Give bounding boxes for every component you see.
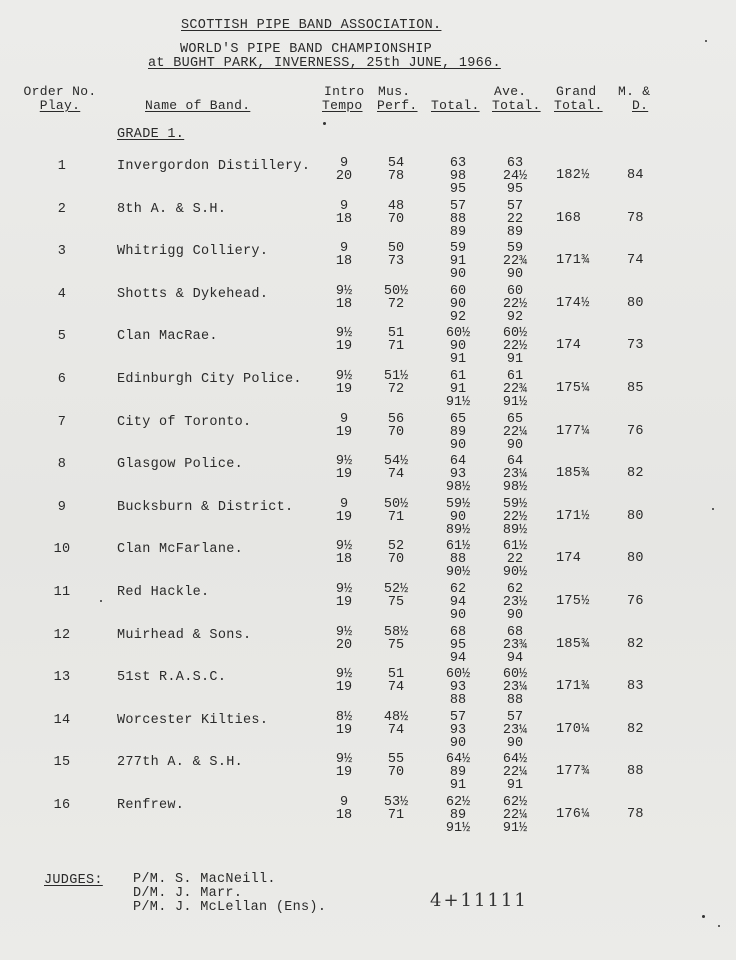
total-line-3: 91½ (445, 821, 471, 836)
ave-line-1: 57 (506, 198, 524, 214)
order-number: 13 (53, 670, 71, 686)
grand-total: 185¾ (556, 636, 590, 652)
total-line-1: 68 (449, 624, 467, 640)
ave-line-2: 22¼ (502, 808, 528, 823)
band-name: Edinburgh City Police. (117, 372, 302, 387)
grand-total: 174 (556, 338, 582, 354)
ave-line-2: 22½ (502, 296, 528, 312)
grand-total: 185¾ (556, 466, 590, 482)
paper-speck (702, 915, 705, 918)
ave-line-3: 94 (506, 650, 524, 666)
perf-score-2: 72 (387, 382, 405, 397)
band-name: Clan McFarlane. (117, 542, 244, 558)
mus-score-1: 48 (387, 198, 405, 214)
md-score: 88 (627, 764, 644, 780)
ave-line-1: 64 (506, 454, 524, 470)
ave-line-1: 64½ (502, 752, 528, 768)
perf-score-2: 75 (387, 637, 405, 653)
ave-line-3: 91 (506, 778, 524, 794)
tempo-score-2: 18 (335, 552, 353, 568)
mus-score-1: 48½ (383, 709, 409, 725)
tempo-score-2: 18 (335, 808, 353, 823)
perf-score-2: 74 (387, 722, 405, 738)
ave-line-1: 62½ (502, 795, 528, 810)
ave-line-1: 62 (506, 582, 524, 597)
intro-score-1: 8½ (335, 709, 353, 725)
total-line-3: 95 (449, 182, 467, 197)
intro-score-1: 9½ (335, 283, 353, 299)
ave-line-3: 91 (506, 352, 524, 368)
col-total: Total. (431, 98, 480, 113)
grand-total: 176¼ (556, 807, 590, 822)
intro-score-1: 9½ (335, 326, 353, 342)
total-line-2: 91 (449, 382, 467, 397)
ave-line-1: 60½ (502, 326, 528, 342)
md-score: 84 (627, 168, 644, 183)
total-line-3: 90 (449, 608, 467, 623)
total-line-2: 91 (449, 254, 467, 270)
perf-score-2: 73 (387, 254, 405, 270)
grand-total: 168 (556, 210, 582, 226)
perf-score-2: 75 (387, 595, 405, 610)
mus-score-1: 54½ (383, 454, 409, 470)
intro-score-1: 9 (339, 411, 349, 427)
band-name: 8th A. & S.H. (117, 201, 227, 217)
intro-score-1: 9 (339, 795, 349, 810)
md-score: 78 (627, 210, 644, 226)
mus-score-1: 51 (387, 326, 405, 342)
ave-line-2: 23¼ (502, 722, 528, 738)
band-name: Red Hackle. (117, 585, 210, 600)
order-number: 14 (53, 712, 71, 728)
intro-score-1: 9½ (335, 454, 353, 470)
grand-total: 171¾ (556, 253, 590, 269)
total-line-3: 91 (449, 352, 467, 368)
total-line-3: 88 (449, 693, 467, 709)
order-number: 6 (57, 372, 67, 387)
order-number: 16 (53, 798, 71, 813)
perf-score-2: 74 (387, 680, 405, 696)
col-md-line2: D. (632, 98, 649, 113)
total-line-2: 94 (449, 595, 467, 610)
grand-total: 170¼ (556, 721, 590, 737)
tempo-score-2: 19 (335, 467, 353, 483)
total-line-2: 88 (449, 211, 467, 227)
ave-line-2: 22 (506, 552, 524, 568)
band-name: Bucksburn & District. (117, 499, 294, 515)
band-name: Worcester Kilties. (117, 712, 269, 728)
tempo-score-2: 18 (335, 254, 353, 270)
col-mus-line1: Mus. (378, 84, 411, 99)
order-number: 5 (57, 329, 67, 345)
ave-line-3: 90 (506, 267, 524, 283)
total-line-2: 98 (449, 169, 467, 184)
band-name: Clan MacRae. (117, 329, 218, 345)
intro-score-1: 9 (339, 496, 349, 512)
total-line-1: 62½ (445, 795, 471, 810)
order-number: 12 (53, 627, 71, 643)
venue-line: at BUGHT PARK, INVERNESS, 25th JUNE, 1966. (148, 56, 501, 71)
total-line-1: 61 (449, 369, 467, 384)
mus-score-1: 52½ (383, 582, 409, 597)
intro-score-1: 9 (339, 241, 349, 257)
intro-score-1: 9 (339, 198, 349, 214)
ave-line-3: 98½ (502, 480, 528, 496)
col-grand-line1: Grand (556, 84, 597, 99)
ave-line-1: 68 (506, 624, 524, 640)
order-number: 8 (57, 457, 67, 473)
total-line-1: 64½ (445, 752, 471, 768)
ave-line-2: 22¾ (502, 254, 528, 270)
ink-dot (323, 122, 326, 125)
perf-score-2: 74 (387, 467, 405, 483)
ave-line-3: 90 (506, 735, 524, 751)
perf-score-2: 70 (387, 552, 405, 568)
total-line-1: 61½ (445, 539, 471, 555)
total-line-3: 90½ (445, 565, 471, 581)
col-name: Name of Band. (145, 98, 251, 113)
table-row (0, 796, 736, 856)
total-line-2: 90 (449, 296, 467, 312)
col-ave-line2: Total. (492, 98, 541, 113)
band-name: Renfrew. (117, 798, 185, 813)
perf-score-2: 70 (387, 211, 405, 227)
perf-score-2: 78 (387, 169, 405, 184)
total-line-1: 59½ (445, 496, 471, 512)
ave-line-3: 95 (506, 182, 524, 197)
total-line-3: 89 (449, 224, 467, 240)
total-line-3: 91½ (445, 395, 471, 410)
md-score: 82 (627, 466, 644, 482)
ave-line-2: 22¼ (502, 424, 528, 440)
mus-score-1: 51 (387, 667, 405, 683)
total-line-2: 93 (449, 680, 467, 696)
tempo-score-2: 19 (335, 382, 353, 397)
order-number: 1 (57, 159, 67, 174)
perf-score-2: 71 (387, 339, 405, 355)
col-intro-line2: Tempo (322, 98, 363, 113)
ave-line-3: 91½ (502, 821, 528, 836)
intro-score-1: 9½ (335, 624, 353, 640)
ave-line-3: 88 (506, 693, 524, 709)
total-line-2: 89 (449, 808, 467, 823)
mus-score-1: 53½ (383, 795, 409, 810)
col-grand-line2: Total. (554, 98, 603, 113)
col-ave-line1: Ave. (494, 84, 527, 99)
total-line-1: 65 (449, 411, 467, 427)
ave-line-1: 61 (506, 369, 524, 384)
ave-line-1: 63 (506, 156, 524, 171)
order-number: 3 (57, 244, 67, 260)
order-number: 15 (53, 755, 71, 771)
total-line-1: 63 (449, 156, 467, 171)
col-mus-line2: Perf. (377, 98, 418, 113)
grand-total: 177¼ (556, 423, 590, 439)
paper-speck (712, 508, 714, 510)
band-name: 277th A. & S.H. (117, 755, 244, 771)
order-number: 2 (57, 201, 67, 217)
ave-line-2: 23½ (502, 595, 528, 610)
handwritten-tally-mark: 4+11111 (430, 890, 528, 911)
intro-score-1: 9½ (335, 539, 353, 555)
mus-score-1: 58½ (383, 624, 409, 640)
ave-line-2: 22¼ (502, 765, 528, 781)
perf-score-2: 72 (387, 296, 405, 312)
order-number: 7 (57, 414, 67, 430)
intro-score-1: 9½ (335, 667, 353, 683)
tempo-score-2: 18 (335, 211, 353, 227)
order-number: 10 (53, 542, 71, 558)
ave-line-2: 22½ (502, 509, 528, 525)
ave-line-1: 60 (506, 283, 524, 299)
grand-total: 175¼ (556, 381, 590, 396)
band-name: Muirhead & Sons. (117, 627, 252, 643)
grand-total: 171½ (556, 508, 590, 524)
judges-label: JUDGES: (44, 873, 103, 888)
tempo-score-2: 19 (335, 595, 353, 610)
intro-score-1: 9 (339, 156, 349, 171)
perf-score-2: 70 (387, 765, 405, 781)
md-score: 76 (627, 594, 644, 609)
md-score: 83 (627, 679, 644, 695)
ave-line-3: 92 (506, 309, 524, 325)
tempo-score-2: 19 (335, 680, 353, 696)
perf-score-2: 71 (387, 509, 405, 525)
total-line-2: 90 (449, 509, 467, 525)
total-line-2: 90 (449, 339, 467, 355)
md-score: 82 (627, 721, 644, 737)
total-line-1: 64 (449, 454, 467, 470)
col-intro-line1: Intro (324, 84, 365, 99)
total-line-1: 57 (449, 709, 467, 725)
total-line-2: 89 (449, 424, 467, 440)
total-line-2: 93 (449, 722, 467, 738)
mus-score-1: 56 (387, 411, 405, 427)
grade-heading: GRADE 1. (117, 127, 185, 142)
mus-score-1: 55 (387, 752, 405, 768)
total-line-1: 59 (449, 241, 467, 257)
ave-line-1: 61½ (502, 539, 528, 555)
total-line-2: 88 (449, 552, 467, 568)
ave-line-2: 22¾ (502, 382, 528, 397)
md-score: 76 (627, 423, 644, 439)
championship-title: WORLD'S PIPE BAND CHAMPIONSHIP (180, 42, 433, 57)
judge-2: D/M. J. Marr. (133, 886, 243, 901)
order-number: 11 (53, 585, 71, 600)
total-line-2: 95 (449, 637, 467, 653)
tempo-score-2: 18 (335, 296, 353, 312)
mus-score-1: 50½ (383, 283, 409, 299)
col-order-line2: Play. (39, 98, 81, 113)
ave-line-1: 59 (506, 241, 524, 257)
ave-line-2: 22½ (502, 339, 528, 355)
ave-line-1: 65 (506, 411, 524, 427)
ave-line-3: 90 (506, 437, 524, 453)
total-line-1: 62 (449, 582, 467, 597)
ave-line-2: 23¼ (502, 680, 528, 696)
total-line-1: 60½ (445, 326, 471, 342)
band-name: 51st R.A.S.C. (117, 670, 227, 686)
mus-score-1: 51½ (383, 369, 409, 384)
tempo-score-2: 19 (335, 509, 353, 525)
order-number: 9 (57, 499, 67, 515)
tempo-score-2: 19 (335, 722, 353, 738)
md-score: 78 (627, 807, 644, 822)
paper-speck (100, 600, 102, 602)
tempo-score-2: 20 (335, 169, 353, 184)
ave-line-3: 90 (506, 608, 524, 623)
mus-score-1: 50 (387, 241, 405, 257)
total-line-3: 90 (449, 267, 467, 283)
grand-total: 174 (556, 551, 582, 567)
paper-speck (718, 925, 720, 927)
order-number: 4 (57, 286, 67, 302)
grand-total: 182½ (556, 168, 590, 183)
total-line-3: 90 (449, 735, 467, 751)
ave-line-3: 90½ (502, 565, 528, 581)
perf-score-2: 70 (387, 424, 405, 440)
perf-score-2: 71 (387, 808, 405, 823)
total-line-3: 98½ (445, 480, 471, 496)
md-score: 80 (627, 295, 644, 311)
total-line-3: 91 (449, 778, 467, 794)
band-name: Shotts & Dykehead. (117, 286, 269, 302)
band-name: Whitrigg Colliery. (117, 244, 269, 260)
ave-line-2: 24½ (502, 169, 528, 184)
judge-3: P/M. J. McLellan (Ens). (133, 900, 327, 915)
grand-total: 171¾ (556, 679, 590, 695)
grand-total: 177¾ (556, 764, 590, 780)
total-line-2: 93 (449, 467, 467, 483)
grand-total: 175½ (556, 594, 590, 609)
md-score: 74 (627, 253, 644, 269)
grand-total: 174½ (556, 295, 590, 311)
ave-line-1: 60½ (502, 667, 528, 683)
mus-score-1: 54 (387, 156, 405, 171)
mus-score-1: 52 (387, 539, 405, 555)
total-line-3: 89½ (445, 522, 471, 538)
total-line-1: 57 (449, 198, 467, 214)
md-score: 80 (627, 508, 644, 524)
ave-line-3: 89½ (502, 522, 528, 538)
col-order-line1: Order No. (23, 84, 97, 99)
total-line-1: 60½ (445, 667, 471, 683)
total-line-3: 92 (449, 309, 467, 325)
col-md-line1: M. & (618, 84, 651, 99)
intro-score-1: 9½ (335, 752, 353, 768)
total-line-2: 89 (449, 765, 467, 781)
md-score: 73 (627, 338, 644, 354)
md-score: 85 (627, 381, 644, 396)
ave-line-1: 57 (506, 709, 524, 725)
mus-score-1: 50½ (383, 496, 409, 512)
md-score: 82 (627, 636, 644, 652)
ave-line-3: 91½ (502, 395, 528, 410)
band-name: City of Toronto. (117, 414, 252, 430)
judge-1: P/M. S. MacNeill. (133, 872, 276, 887)
intro-score-1: 9½ (335, 369, 353, 384)
band-name: Invergordon Distillery. (117, 159, 311, 174)
tempo-score-2: 20 (335, 637, 353, 653)
association-title: SCOTTISH PIPE BAND ASSOCIATION. (181, 18, 442, 33)
tempo-score-2: 19 (335, 765, 353, 781)
band-name: Glasgow Police. (117, 457, 244, 473)
tempo-score-2: 19 (335, 339, 353, 355)
ave-line-2: 22 (506, 211, 524, 227)
ave-line-3: 89 (506, 224, 524, 240)
ave-line-1: 59½ (502, 496, 528, 512)
ave-line-2: 23¾ (502, 637, 528, 653)
ave-line-2: 23¼ (502, 467, 528, 483)
md-score: 80 (627, 551, 644, 567)
intro-score-1: 9½ (335, 582, 353, 597)
tempo-score-2: 19 (335, 424, 353, 440)
total-line-3: 94 (449, 650, 467, 666)
paper-speck (705, 40, 707, 42)
total-line-1: 60 (449, 283, 467, 299)
total-line-3: 90 (449, 437, 467, 453)
